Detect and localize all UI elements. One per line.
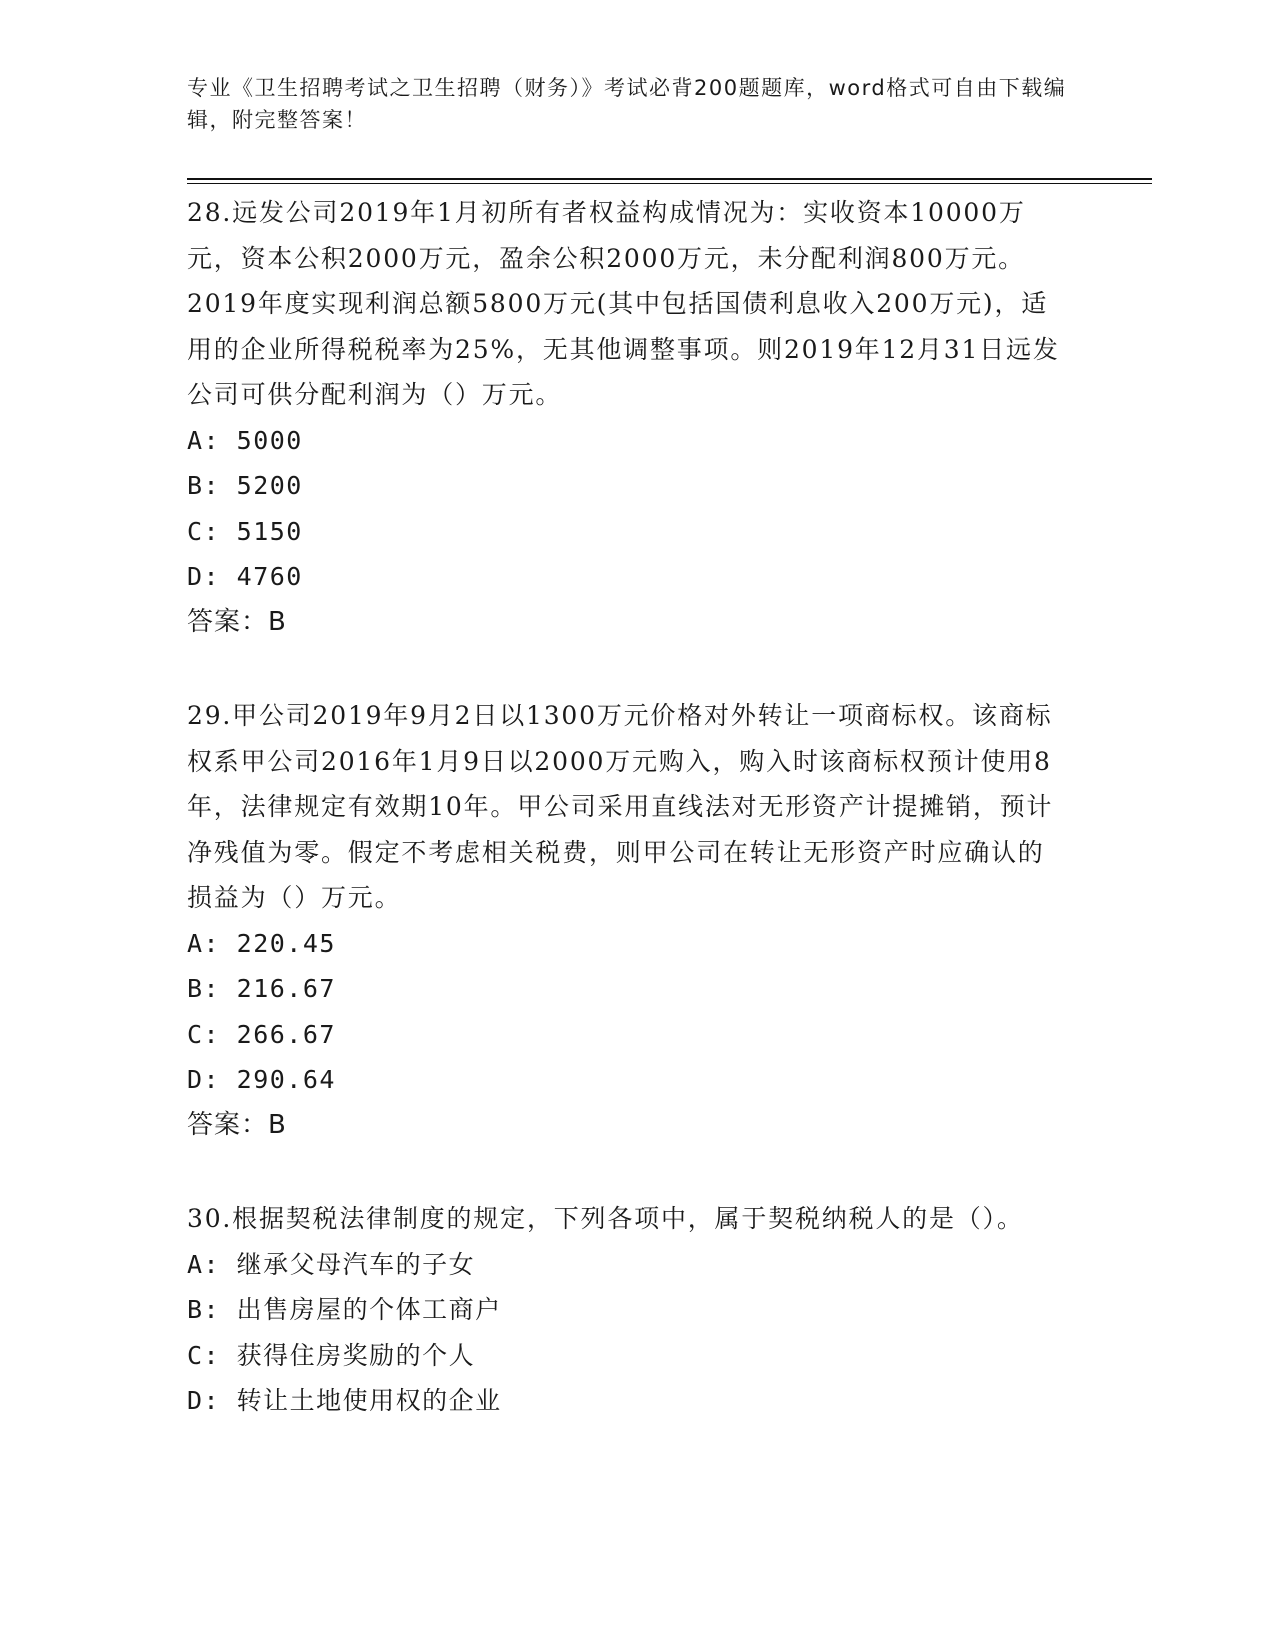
header-divider-thick (187, 178, 1152, 180)
option-c: C: 5150 (187, 516, 303, 546)
answer-line (187, 600, 1087, 646)
question-stem: 28.远发公司2019年1月初所有者权益构成情况为：实收资本10000万元，资本公积2000万元，盈余公积2000万元，未分配利润800万元。2019年度实现利润总额5800万元(其中包括国债利息收入200万元)，适用的企业所得税税率为25%，无其他调整事项。则2019年12月31日远发公司可供分配利润为（）万元。 (187, 198, 1060, 409)
header-divider-thin (187, 183, 1152, 184)
answer-label: 答案： (187, 1109, 269, 1140)
option-d: D: 转让土地使用权的企业 (187, 1386, 502, 1415)
option-b: B: 216.67 (187, 974, 336, 1003)
option-a: A: 220.45 (187, 928, 336, 958)
answer-value: B (268, 1109, 287, 1140)
question-30 (187, 1196, 1087, 1424)
option-b: B: 5200 (187, 471, 303, 500)
option-c: C: 266.67 (187, 1019, 336, 1049)
option-b: B: 出售房屋的个体工商户 (187, 1295, 502, 1324)
answer-line (187, 1103, 1087, 1149)
option-c: C: 获得住房奖励的个人 (187, 1340, 476, 1370)
option-a: A: 5000 (187, 425, 303, 455)
option-d: D: 290.64 (187, 1065, 336, 1094)
answer-value: B (268, 606, 287, 637)
question-28 (187, 190, 1087, 645)
question-list (187, 190, 1087, 1472)
document-header: 专业《卫生招聘考试之卫生招聘（财务）》考试必背200题题库，word格式可自由下载编辑，附完整答案！ (187, 76, 1067, 132)
question-stem: 30.根据契税法律制度的规定，下列各项中，属于契税纳税人的是（）。 (187, 1204, 1024, 1233)
option-a: A: 继承父母汽车的子女 (187, 1249, 476, 1279)
question-stem: 29.甲公司2019年9月2日以1300万元价格对外转让一项商标权。该商标权系甲公司2016年1月9日以2000万元购入，购入时该商标权预计使用8年，法律规定有效期10年。甲公司采用直线法对无形资产计提摊销，预计净残值为零。假定不考虑相关税费，则甲公司在转让无形资产时应确认的损益为（）万元。 (187, 701, 1054, 912)
question-29 (187, 693, 1087, 1148)
answer-label: 答案： (187, 606, 269, 637)
option-d: D: 4760 (187, 562, 303, 591)
